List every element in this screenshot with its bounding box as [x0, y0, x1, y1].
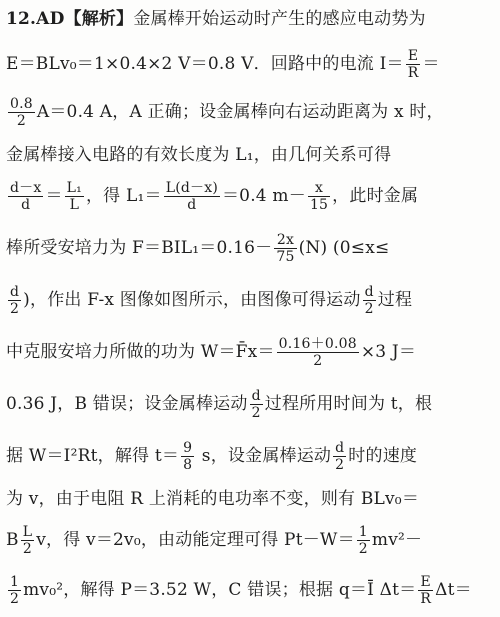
fraction — [8, 284, 21, 317]
text-line-13 — [6, 574, 494, 607]
text-line-12 — [6, 524, 494, 557]
line-text: 0.36 J，B 错误；设金属棒运动 — [6, 394, 248, 414]
fraction-denominator: R — [407, 65, 419, 81]
fraction — [357, 524, 370, 557]
fraction — [274, 232, 296, 265]
fraction-numerator: L — [22, 524, 33, 540]
fraction — [363, 284, 376, 317]
fraction-numerator: 1 — [10, 574, 20, 590]
line-text: ，得 L₁＝ — [85, 186, 162, 206]
fraction-numerator: 1 — [358, 524, 368, 540]
fraction — [164, 180, 220, 213]
line-text: )，作出 F-x 图像如图所示，由图像可得运动 — [23, 290, 361, 310]
line-text: B — [6, 530, 19, 550]
text-line-9 — [6, 388, 494, 421]
fraction-denominator: 2 — [251, 405, 261, 421]
line-text: 中克服安培力所做的功为 W＝F̄x＝ — [6, 342, 275, 362]
fraction — [333, 440, 346, 473]
fraction-numerator: 9 — [183, 440, 193, 456]
text-line-2 — [6, 48, 494, 81]
fraction — [308, 180, 330, 213]
fraction-denominator: 2 — [335, 457, 345, 473]
fraction-numerator: 2x — [274, 232, 296, 249]
line-text: A＝0.4 A，A 正确；设金属棒向右运动距离为 x 时， — [36, 102, 444, 122]
line-text: 金属棒开始运动时产生的感应电动势为 — [133, 9, 426, 29]
line-text: s，设金属棒运动 — [196, 446, 332, 466]
text-line-6 — [6, 232, 494, 265]
fraction-numerator: 0.8 — [10, 96, 33, 112]
text-line-1 — [6, 8, 494, 30]
fraction-numerator: d — [364, 284, 374, 300]
fraction — [65, 180, 84, 213]
line-text: mv²－ — [371, 530, 423, 550]
fraction-denominator: d — [187, 197, 197, 213]
fraction — [8, 574, 21, 607]
fraction-numerator: E — [406, 48, 421, 65]
text-line-3 — [6, 96, 494, 129]
line-text: 过程所用时间为 t，根 — [264, 394, 433, 414]
fraction — [418, 574, 433, 607]
line-text: (N) (0≤x≤ — [298, 238, 390, 258]
text-line-10 — [6, 440, 494, 473]
fraction-numerator: L₁ — [66, 180, 82, 196]
fraction — [250, 388, 263, 421]
fraction-denominator: 15 — [309, 197, 329, 213]
fraction-numerator: d－x — [10, 180, 42, 196]
text-line-5 — [6, 180, 494, 213]
fraction — [406, 48, 421, 81]
fraction — [277, 336, 359, 369]
line-text: mv₀²，解得 P＝3.52 W，C 错误；根据 q＝Ī Δt＝ — [23, 580, 417, 600]
fraction — [21, 524, 35, 557]
fraction-denominator: 2 — [313, 353, 323, 369]
fraction-numerator: d — [335, 440, 345, 456]
fraction-denominator: 2 — [22, 541, 32, 557]
fraction-numerator: x — [308, 180, 330, 197]
line-text: ＝ — [45, 186, 63, 206]
line-text: 棒所受安培力为 F＝BIL₁＝0.16－ — [6, 238, 273, 258]
fraction-denominator: 8 — [183, 457, 193, 473]
line-text: ×3 J＝ — [360, 342, 417, 362]
fraction-denominator: 2 — [16, 113, 26, 129]
fraction-denominator: 2 — [364, 301, 374, 317]
fraction-numerator: d — [251, 388, 261, 404]
fraction-numerator: 0.16＋0.08 — [278, 336, 357, 352]
text-line-8 — [6, 336, 494, 369]
line-text: 时的速度 — [348, 446, 418, 466]
line-text: 据 W＝I²Rt，解得 t＝ — [6, 446, 180, 466]
analysis-tag: 【解析】 — [64, 9, 134, 29]
line-text: 为 v，由于电阻 R 上消耗的电功率不变，则有 BLv₀＝ — [6, 489, 420, 509]
question-number: 12.AD — [6, 9, 65, 29]
fraction — [8, 96, 35, 129]
text-line-7 — [6, 284, 494, 317]
fraction-denominator: 75 — [276, 249, 295, 265]
fraction-denominator: 2 — [358, 541, 368, 557]
fraction-numerator: E̅ — [418, 574, 433, 591]
line-text: ＝0.4 m－ — [221, 186, 306, 206]
line-text: Δt＝ — [435, 580, 472, 600]
fraction-numerator: L(d－x) — [165, 180, 218, 196]
fraction — [8, 180, 43, 213]
fraction-denominator: R — [420, 591, 432, 607]
line-text: 金属棒接入电路的有效长度为 L₁，由几何关系可得 — [6, 145, 392, 165]
fraction-numerator: d — [10, 284, 20, 300]
fraction-denominator: L — [69, 197, 80, 213]
line-text: 过程 — [377, 290, 413, 310]
line-text: ，此时金属 — [332, 186, 419, 206]
fraction-denominator: 2 — [10, 301, 20, 317]
text-line-4 — [6, 144, 494, 166]
fraction — [181, 440, 194, 473]
line-text: v，得 v＝2v₀，由动能定理可得 Pt－W＝ — [36, 530, 355, 550]
line-text: ＝ — [422, 54, 440, 74]
line-text: E＝BLv₀＝1×0.4×2 V＝0.8 V．回路中的电流 I＝ — [6, 54, 404, 74]
fraction-denominator: d — [21, 197, 31, 213]
fraction-denominator: 2 — [10, 591, 20, 607]
text-line-11 — [6, 488, 494, 510]
